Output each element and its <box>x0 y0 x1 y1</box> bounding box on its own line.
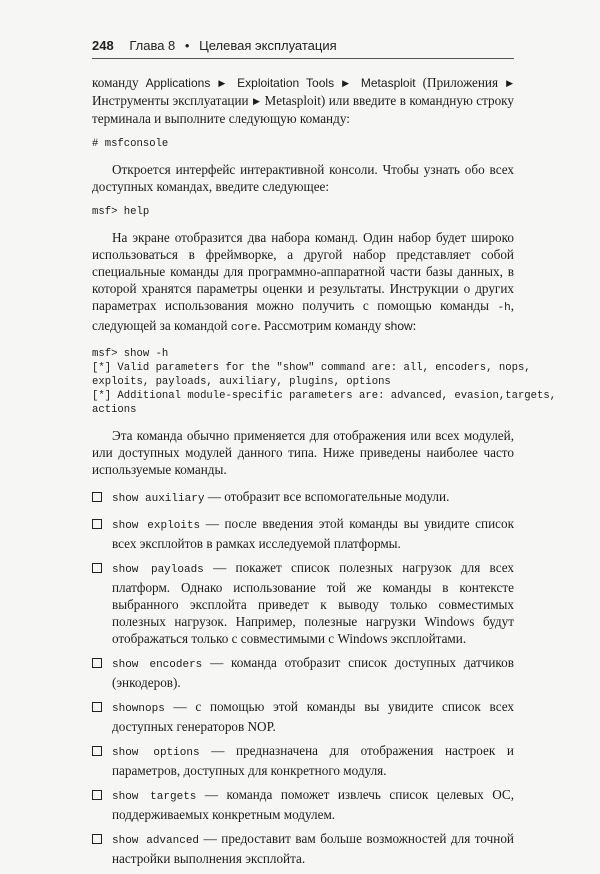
list-item <box>92 786 514 823</box>
list-item <box>92 830 514 867</box>
inline-ui-show: show <box>384 319 413 333</box>
command-name: show targets <box>112 791 197 803</box>
menu-arrow-icon: ▶ <box>506 78 514 88</box>
paragraph-console: Откроется интерфейс интерактивной консоли. Чтобы узнать обо всех доступных командах, введите следующее: <box>92 162 514 194</box>
paragraph-command-sets <box>92 229 514 337</box>
list-item <box>92 742 514 779</box>
para2-text-3: . Рассмотрим команду <box>257 318 385 333</box>
command-description: — команда отобразит список доступных датчиков (энкодеров). <box>112 655 514 690</box>
para2-text-2: , следующей за командой <box>92 298 514 333</box>
command-description: — с помощью этой команды вы увидите список всех доступных генераторов NOP. <box>112 699 514 734</box>
command-name: shownops <box>112 703 165 715</box>
list-item <box>92 559 514 647</box>
paragraph-show-usage: Эта команда обычно применяется для отображения или всех модулей, или доступных модулей данного типа. Ниже приведены наиболее часто используемые команды. <box>92 428 514 477</box>
command-name: show advanced <box>112 835 200 847</box>
page-number: 248 <box>92 38 114 53</box>
command-name: show options <box>112 747 200 759</box>
command-name: show payloads <box>112 564 204 576</box>
checkbox-bullet-icon <box>92 658 102 668</box>
chapter-title: Целевая эксплуатация <box>199 38 337 53</box>
menu-arrow-icon: ▶ <box>342 78 353 88</box>
list-item <box>92 698 514 735</box>
checkbox-bullet-icon <box>92 834 102 844</box>
command-name: show encoders <box>112 659 203 671</box>
menu-exploitation-tools: Exploitation Tools <box>237 76 335 90</box>
checkbox-bullet-icon <box>92 563 102 573</box>
list-item <box>92 488 514 508</box>
command-description: — покажет список полезных нагрузок для всех платформ. Однако использование той же команды в контексте выбранного эксплойта приведет к выводу только совместимых полезных нагрузок. Например, полезные нагрузки Windows будут отображаться только с совместимыми с Windows эксплойтами. <box>112 560 514 646</box>
intro-text-2: (Приложения <box>415 75 499 90</box>
para2-text-4: : <box>412 318 417 333</box>
command-description: — отобразит все вспомогательные модули. <box>204 489 450 504</box>
checkbox-bullet-icon <box>92 702 102 712</box>
chapter-label: Глава 8 <box>129 38 176 53</box>
intro-text-3: Инструменты эксплуатации <box>92 93 249 108</box>
list-item <box>92 654 514 691</box>
intro-text-4: Metasploit) или введите в командную строку терминала и выполните следующую команду: <box>92 93 514 126</box>
command-name: show auxiliary <box>112 493 205 505</box>
inline-code-h: -h <box>497 302 511 314</box>
command-description: — предназначена для отображения настроек и параметров, доступных для конкретного модуля. <box>112 743 514 778</box>
command-description: — после введения этой команды вы увидите список всех эксплойтов в рамках исследуемой платформы. <box>112 516 514 551</box>
checkbox-bullet-icon <box>92 519 102 529</box>
code-msfconsole: # msfconsole <box>92 138 169 150</box>
menu-metasploit: Metasploit <box>360 76 416 90</box>
checkbox-bullet-icon <box>92 790 102 800</box>
command-description: — команда поможет извлечь список целевых ОС, поддерживаемых конкретным модулем. <box>112 787 514 822</box>
command-description: — предоставит вам больше возможностей для точной настройки выполнения эксплойта. <box>112 831 514 866</box>
list-item <box>92 515 514 552</box>
command-name: show exploits <box>112 520 201 532</box>
para2-text-1: На экране отобразится два набора команд. Один набор будет широко использоваться в фреймворке, а другой набор представляет собой специальные команды для программно-аппаратной части базы данных, в которой хранятся параметры оценки и результаты. Инструкции о других параметрах использования можно получить с помощью команды <box>92 230 514 313</box>
menu-arrow-icon: ▶ <box>218 78 230 88</box>
page-body <box>92 74 557 874</box>
code-show-h: msf> show -h [*] Valid parameters for the "show" command are: all, encoders, nops, exploits, payloads, auxiliary, plugins, options [*] Additional module-specific parameters are: advanced, evasion,targets, actions <box>92 348 557 416</box>
menu-arrow-icon: ▶ <box>253 96 261 106</box>
header-separator: • <box>184 38 190 53</box>
checkbox-bullet-icon <box>92 746 102 756</box>
intro-paragraph <box>92 74 514 127</box>
inline-code-core: core <box>230 322 258 334</box>
intro-text-1: команду <box>92 75 146 90</box>
command-list <box>92 488 514 867</box>
menu-applications: Applications <box>145 76 211 90</box>
checkbox-bullet-icon <box>92 492 102 502</box>
code-help: msf> help <box>92 206 150 218</box>
running-header <box>92 38 514 59</box>
